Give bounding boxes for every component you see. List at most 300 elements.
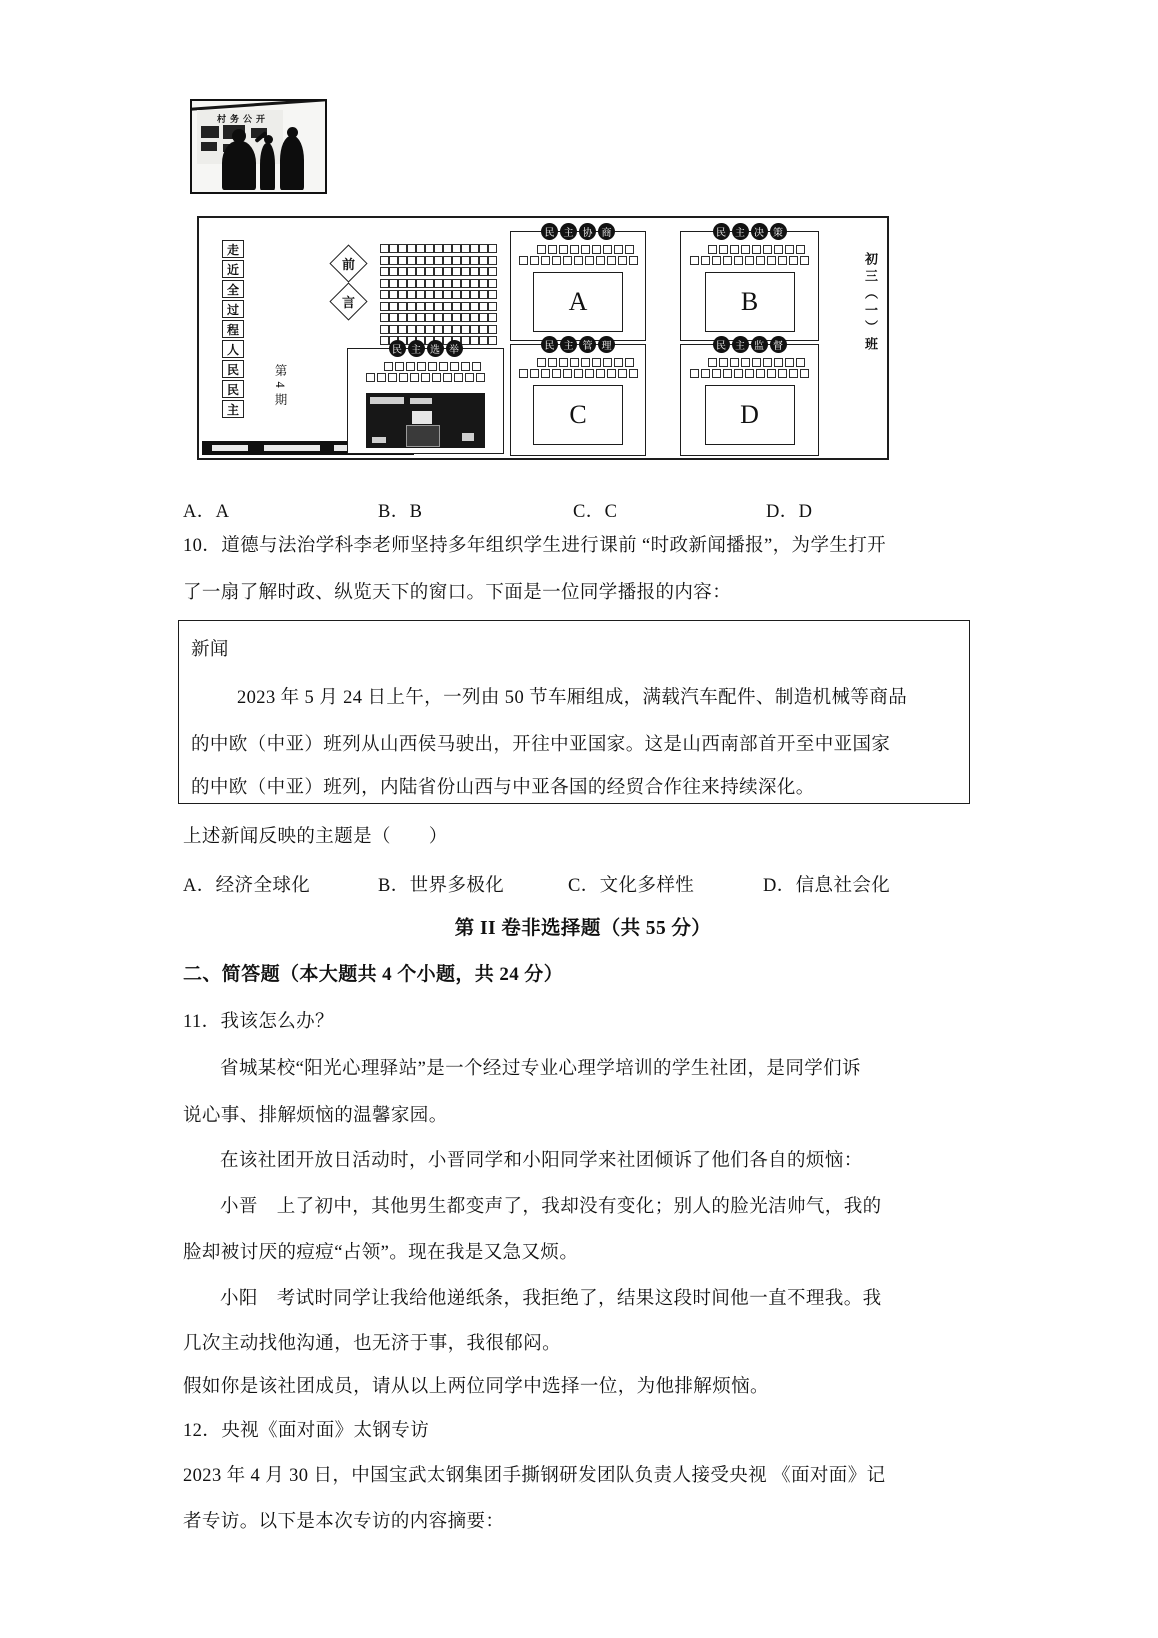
text-placeholder-square — [488, 313, 497, 322]
foreword — [335, 250, 362, 315]
text-placeholder-square — [425, 313, 434, 322]
q11-line-8: 假如你是该社团成员，请从以上两位同学中选择一位，为他排解烦恼。 — [183, 1377, 769, 1397]
text-placeholder-square — [701, 256, 710, 265]
text-placeholder-square — [530, 369, 539, 378]
text-placeholder-square — [596, 369, 605, 378]
photo-detail — [462, 433, 474, 441]
election-photo — [366, 393, 485, 448]
text-placeholder-square — [488, 256, 497, 265]
text-placeholder-square — [407, 279, 416, 288]
char-近: 近 — [222, 260, 244, 278]
text-placeholder-square — [563, 369, 572, 378]
text-placeholder-square — [407, 244, 416, 253]
photo-banner-text — [370, 397, 404, 404]
char-监: 监 — [751, 336, 768, 353]
text-placeholder-square — [425, 279, 434, 288]
char-主: 主 — [732, 336, 749, 353]
text-placeholder-square — [452, 267, 461, 276]
news-report-box — [178, 620, 970, 804]
text-placeholder-square — [410, 373, 419, 382]
text-placeholder-square — [723, 369, 732, 378]
text-placeholder-square — [380, 302, 389, 311]
text-placeholder-square — [461, 267, 470, 276]
char-民: 民 — [222, 360, 244, 378]
char-民: 民 — [713, 336, 730, 353]
text-placeholder-square — [380, 267, 389, 276]
text-placeholder-square — [745, 369, 754, 378]
banner-mark — [264, 445, 320, 451]
text-placeholder-square — [603, 358, 612, 367]
q9-option-b: B．B — [378, 502, 423, 522]
text-placeholder-square — [389, 290, 398, 299]
text-placeholder-square — [734, 256, 743, 265]
text-placeholder-square — [416, 313, 425, 322]
q11-line-5: 脸却被讨厌的痘痘“占领”。现在我是又急又烦。 — [183, 1243, 579, 1263]
text-placeholder-square — [398, 256, 407, 265]
text-placeholder-square — [452, 325, 461, 334]
char-选: 选 — [427, 340, 444, 357]
text-placeholder-square — [416, 256, 425, 265]
text-placeholder-square — [461, 244, 470, 253]
text-placeholder-square — [488, 279, 497, 288]
text-placeholder-square — [417, 362, 426, 371]
text-placeholder-square — [434, 325, 443, 334]
text-placeholder-square — [389, 313, 398, 322]
text-placeholder-square — [407, 256, 416, 265]
text-placeholder-square — [537, 358, 546, 367]
text-placeholder-square — [416, 244, 425, 253]
char-民: 民 — [541, 223, 558, 240]
text-placeholder-square — [406, 362, 415, 371]
text-placeholder-square — [380, 325, 389, 334]
text-placeholder-square — [767, 256, 776, 265]
char-主: 主 — [560, 223, 577, 240]
text-placeholder-square — [395, 362, 404, 371]
char-民: 民 — [222, 380, 244, 398]
text-placeholder-square — [585, 369, 594, 378]
text-placeholder-square — [461, 290, 470, 299]
text-placeholder-square — [708, 245, 717, 254]
text-placeholder-square — [479, 290, 488, 299]
text-placeholder-square — [730, 245, 739, 254]
text-placeholder-square — [800, 369, 809, 378]
text-placeholder-square — [479, 256, 488, 265]
char-民: 民 — [541, 336, 558, 353]
text-placeholder-square — [603, 245, 612, 254]
section-b — [680, 228, 819, 341]
text-placeholder-square — [389, 302, 398, 311]
q11-title: 11．我该怎么办？ — [183, 1012, 334, 1032]
text-placeholder-square — [530, 256, 539, 265]
text-placeholder-square — [479, 302, 488, 311]
text-placeholder-square — [548, 358, 557, 367]
text-placeholder-square — [380, 290, 389, 299]
text-placeholder-square — [416, 290, 425, 299]
text-placeholder-square — [563, 256, 572, 265]
text-placeholder-square — [618, 256, 627, 265]
text-placeholder-square — [452, 313, 461, 322]
part2-title: 第 II 卷非选择题（共 55 分） — [454, 918, 712, 939]
text-placeholder-square — [629, 369, 638, 378]
text-placeholder-square — [443, 325, 452, 334]
char-理: 理 — [598, 336, 615, 353]
section-text-placeholders — [681, 245, 818, 265]
q12-line-1: 2023 年 4 月 30 日，中国宝武太钢集团手撕钢研发团队负责人接受央视 《面对面》记 — [183, 1466, 886, 1486]
q11-line-4: 小晋 上了初中，其他男生都变声了，我却没有变化；别人的脸光洁帅气，我的 — [220, 1197, 882, 1217]
text-placeholder-square — [570, 358, 579, 367]
text-placeholder-square — [421, 373, 430, 382]
text-placeholder-square — [425, 325, 434, 334]
text-placeholder-square — [470, 256, 479, 265]
notice-board-title: 村务公开 — [217, 114, 270, 124]
text-placeholder-square — [398, 313, 407, 322]
text-placeholder-square — [380, 256, 389, 265]
news-line-3: 的中欧（中亚）班列，内陆省份山西与中亚各国的经贸合作往来持续深化。 — [191, 778, 815, 798]
char-主: 主 — [560, 336, 577, 353]
text-placeholder-square — [479, 244, 488, 253]
text-placeholder-square — [416, 302, 425, 311]
text-placeholder-square — [734, 369, 743, 378]
text-placeholder-square — [519, 369, 528, 378]
text-placeholder-square — [752, 245, 761, 254]
photo-detail — [372, 437, 386, 443]
text-placeholder-square — [574, 256, 583, 265]
text-placeholder-square — [548, 245, 557, 254]
text-placeholder-square — [752, 358, 761, 367]
char-主: 主 — [222, 400, 244, 418]
section-text-placeholders — [511, 358, 645, 378]
q10-option-c: C．文化多样性 — [568, 876, 695, 896]
text-placeholder-square — [398, 325, 407, 334]
text-placeholder-square — [452, 279, 461, 288]
q12-title: 12．央视《面对面》太钢专访 — [183, 1421, 430, 1441]
text-placeholder-square — [452, 290, 461, 299]
q10-stem-line-2: 了一扇了解时政、纵览天下的窗口。下面是一位同学播报的内容： — [183, 583, 732, 603]
text-placeholder-square — [472, 362, 481, 371]
text-placeholder-square — [399, 373, 408, 382]
text-placeholder-square — [730, 358, 739, 367]
text-placeholder-square — [712, 369, 721, 378]
text-placeholder-square — [592, 358, 601, 367]
q11-line-2: 说心事、排解烦恼的温馨家园。 — [183, 1106, 448, 1126]
text-placeholder-square — [541, 256, 550, 265]
text-placeholder-square — [712, 256, 721, 265]
text-placeholder-square — [479, 267, 488, 276]
text-placeholder-square — [425, 244, 434, 253]
text-placeholder-square — [574, 369, 583, 378]
text-placeholder-square — [470, 325, 479, 334]
q9-answer-row — [183, 497, 983, 523]
text-placeholder-square — [719, 358, 728, 367]
text-placeholder-square — [618, 369, 627, 378]
char-人: 人 — [222, 340, 244, 358]
text-placeholder-square — [439, 362, 448, 371]
text-placeholder-square — [425, 290, 434, 299]
text-placeholder-square — [416, 325, 425, 334]
text-placeholder-square — [785, 358, 794, 367]
text-placeholder-square — [690, 369, 699, 378]
text-placeholder-square — [443, 244, 452, 253]
poster — [201, 126, 219, 138]
text-placeholder-square — [470, 302, 479, 311]
text-placeholder-square — [607, 369, 616, 378]
char-民: 民 — [713, 223, 730, 240]
q10-option-b: B．世界多极化 — [378, 876, 505, 896]
section-header-xuanju — [388, 340, 464, 357]
text-placeholder-square — [596, 256, 605, 265]
text-placeholder-square — [434, 244, 443, 253]
char-商: 商 — [598, 223, 615, 240]
q11-line-7: 几次主动找他沟通，也无济于事，我很郁闷。 — [183, 1334, 562, 1354]
section-text-placeholders — [511, 245, 645, 265]
banner-mark — [212, 445, 248, 451]
text-placeholder-square — [450, 362, 459, 371]
text-placeholder-square — [443, 313, 452, 322]
text-placeholder-square — [723, 256, 732, 265]
text-placeholder-square — [708, 358, 717, 367]
text-placeholder-square — [559, 358, 568, 367]
photo-podium — [412, 411, 432, 424]
text-placeholder-square — [425, 302, 434, 311]
section-a — [510, 228, 646, 341]
q9-option-d: D．D — [766, 502, 813, 522]
text-placeholder-square — [389, 244, 398, 253]
text-placeholder-square — [796, 245, 805, 254]
text-placeholder-square — [796, 358, 805, 367]
char-决: 决 — [751, 223, 768, 240]
text-placeholder-square — [585, 256, 594, 265]
q9-option-a: A．A — [183, 502, 230, 522]
class-name-label: 初三（一）班 — [863, 252, 878, 354]
q11-line-6: 小阳 考试时同学让我给他递纸条，我拒绝了，结果这段时间他一直不理我。我 — [220, 1289, 882, 1309]
text-placeholder-square — [488, 336, 497, 345]
q10-option-a: A．经济全球化 — [183, 876, 311, 896]
text-placeholder-square — [767, 369, 776, 378]
text-placeholder-square — [519, 256, 528, 265]
text-placeholder-square — [434, 267, 443, 276]
text-placeholder-square — [434, 279, 443, 288]
text-placeholder-square — [377, 373, 386, 382]
section-c — [510, 341, 646, 456]
text-placeholder-square — [741, 245, 750, 254]
text-placeholder-square — [552, 369, 561, 378]
text-placeholder-square — [470, 290, 479, 299]
section-d-label: D — [705, 385, 795, 445]
text-placeholder-square — [690, 256, 699, 265]
text-placeholder-square — [488, 290, 497, 299]
text-placeholder-square — [398, 267, 407, 276]
text-placeholder-square — [416, 267, 425, 276]
text-placeholder-square — [380, 313, 389, 322]
text-placeholder-square — [785, 245, 794, 254]
char-前: 前 — [329, 244, 367, 282]
issue-label: 第4期 — [273, 364, 287, 411]
text-placeholder-square — [428, 362, 437, 371]
text-placeholder-square — [461, 256, 470, 265]
text-placeholder-square — [470, 313, 479, 322]
text-placeholder-square — [398, 290, 407, 299]
text-placeholder-square — [741, 358, 750, 367]
text-placeholder-square — [443, 279, 452, 288]
section-c-label: C — [533, 385, 623, 445]
text-placeholder-square — [479, 336, 488, 345]
char-走: 走 — [222, 240, 244, 258]
poster — [201, 142, 217, 151]
news-line-1: 2023 年 5 月 24 日上午，一列由 50 节车厢组成，满载汽车配件、制造机械等商品 — [237, 688, 908, 708]
q9-option-c: C．C — [573, 502, 618, 522]
section-header-b — [712, 223, 788, 240]
photo-banner-text — [410, 398, 432, 404]
person-silhouette — [280, 136, 304, 190]
section-header-a — [540, 223, 616, 240]
text-placeholder-square — [745, 256, 754, 265]
text-placeholder-square — [384, 362, 393, 371]
char-策: 策 — [770, 223, 787, 240]
text-placeholder-square — [488, 302, 497, 311]
body-text-placeholder-grid — [380, 244, 495, 345]
section-d — [680, 341, 819, 456]
text-placeholder-square — [380, 244, 389, 253]
text-placeholder-square — [425, 267, 434, 276]
char-言: 言 — [329, 282, 367, 320]
blackboard-newspaper-diagram — [197, 216, 889, 460]
text-placeholder-square — [432, 373, 441, 382]
q10-question: 上述新闻反映的主题是（ ） — [183, 827, 448, 847]
text-placeholder-square — [389, 279, 398, 288]
person-silhouette — [260, 143, 275, 190]
text-placeholder-square — [461, 302, 470, 311]
text-placeholder-square — [625, 245, 634, 254]
section-minzhu-xuanju — [347, 345, 504, 454]
char-民: 民 — [389, 340, 406, 357]
char-程: 程 — [222, 320, 244, 338]
text-placeholder-square — [452, 256, 461, 265]
text-placeholder-square — [756, 369, 765, 378]
q10-option-d: D．信息社会化 — [763, 876, 891, 896]
text-placeholder-square — [719, 245, 728, 254]
section-text-placeholders — [348, 362, 503, 382]
text-placeholder-square — [559, 245, 568, 254]
text-placeholder-square — [581, 245, 590, 254]
news-title: 新闻 — [191, 640, 229, 660]
char-协: 协 — [579, 223, 596, 240]
text-placeholder-square — [614, 358, 623, 367]
section-header-d — [712, 336, 788, 353]
ballot-box — [406, 425, 440, 447]
text-placeholder-square — [452, 244, 461, 253]
text-placeholder-square — [388, 373, 397, 382]
section-header-c — [540, 336, 616, 353]
text-placeholder-square — [461, 362, 470, 371]
text-placeholder-square — [461, 279, 470, 288]
char-主: 主 — [732, 223, 749, 240]
text-placeholder-square — [629, 256, 638, 265]
masthead-title — [222, 240, 244, 420]
char-举: 举 — [446, 340, 463, 357]
text-placeholder-square — [614, 245, 623, 254]
section2-heading: 二、简答题（本大题共 4 个小题，共 24 分） — [183, 964, 564, 985]
text-placeholder-square — [407, 313, 416, 322]
text-placeholder-square — [470, 244, 479, 253]
text-placeholder-square — [443, 256, 452, 265]
text-placeholder-square — [461, 313, 470, 322]
text-placeholder-square — [407, 290, 416, 299]
text-placeholder-square — [465, 373, 474, 382]
text-placeholder-square — [570, 245, 579, 254]
text-placeholder-square — [701, 369, 710, 378]
text-placeholder-square — [425, 256, 434, 265]
text-placeholder-square — [389, 256, 398, 265]
text-placeholder-square — [470, 279, 479, 288]
section-a-label: A — [533, 272, 623, 332]
text-placeholder-square — [789, 369, 798, 378]
text-placeholder-square — [461, 325, 470, 334]
text-placeholder-square — [479, 325, 488, 334]
text-placeholder-square — [452, 302, 461, 311]
char-全: 全 — [222, 280, 244, 298]
text-placeholder-square — [470, 267, 479, 276]
text-placeholder-square — [380, 279, 389, 288]
text-placeholder-square — [366, 373, 375, 382]
section-text-placeholders — [681, 358, 818, 378]
news-line-2: 的中欧（中亚）班列从山西侯马驶出，开往中亚国家。这是山西南部首开至中亚国家 — [191, 735, 891, 755]
text-placeholder-square — [389, 267, 398, 276]
text-placeholder-square — [488, 325, 497, 334]
text-placeholder-square — [443, 302, 452, 311]
text-placeholder-square — [778, 369, 787, 378]
text-placeholder-square — [470, 336, 479, 345]
text-placeholder-square — [592, 245, 601, 254]
text-placeholder-square — [537, 245, 546, 254]
text-placeholder-square — [763, 358, 772, 367]
text-placeholder-square — [398, 302, 407, 311]
q10-stem-line-1: 10．道德与法治学科李老师坚持多年组织学生进行课前 “时政新闻播报”，为学生打开 — [183, 536, 887, 556]
text-placeholder-square — [398, 279, 407, 288]
text-placeholder-square — [479, 279, 488, 288]
text-placeholder-square — [434, 256, 443, 265]
text-placeholder-square — [407, 325, 416, 334]
text-placeholder-square — [479, 313, 488, 322]
q11-line-3: 在该社团开放日活动时，小晋同学和小阳同学来社团倾诉了他们各自的烦恼： — [220, 1151, 863, 1171]
text-placeholder-square — [434, 302, 443, 311]
text-placeholder-square — [763, 245, 772, 254]
person-silhouette — [222, 141, 256, 190]
text-placeholder-square — [407, 302, 416, 311]
text-placeholder-square — [541, 369, 550, 378]
char-过: 过 — [222, 300, 244, 318]
q11-line-1: 省城某校“阳光心理驿站”是一个经过专业心理学培训的学生社团，是同学们诉 — [220, 1059, 861, 1079]
q12-line-2: 者专访。以下是本次专访的内容摘要： — [183, 1512, 505, 1532]
text-placeholder-square — [800, 256, 809, 265]
text-placeholder-square — [389, 325, 398, 334]
text-placeholder-square — [407, 267, 416, 276]
text-placeholder-square — [434, 290, 443, 299]
text-placeholder-square — [774, 358, 783, 367]
text-placeholder-square — [774, 245, 783, 254]
text-placeholder-square — [398, 244, 407, 253]
text-placeholder-square — [443, 290, 452, 299]
text-placeholder-square — [434, 313, 443, 322]
char-主: 主 — [408, 340, 425, 357]
text-placeholder-square — [778, 256, 787, 265]
q10-option-row — [183, 871, 983, 897]
news-photo — [190, 99, 327, 194]
text-placeholder-square — [789, 256, 798, 265]
text-placeholder-square — [552, 256, 561, 265]
text-placeholder-square — [488, 267, 497, 276]
text-placeholder-square — [443, 373, 452, 382]
text-placeholder-square — [625, 358, 634, 367]
